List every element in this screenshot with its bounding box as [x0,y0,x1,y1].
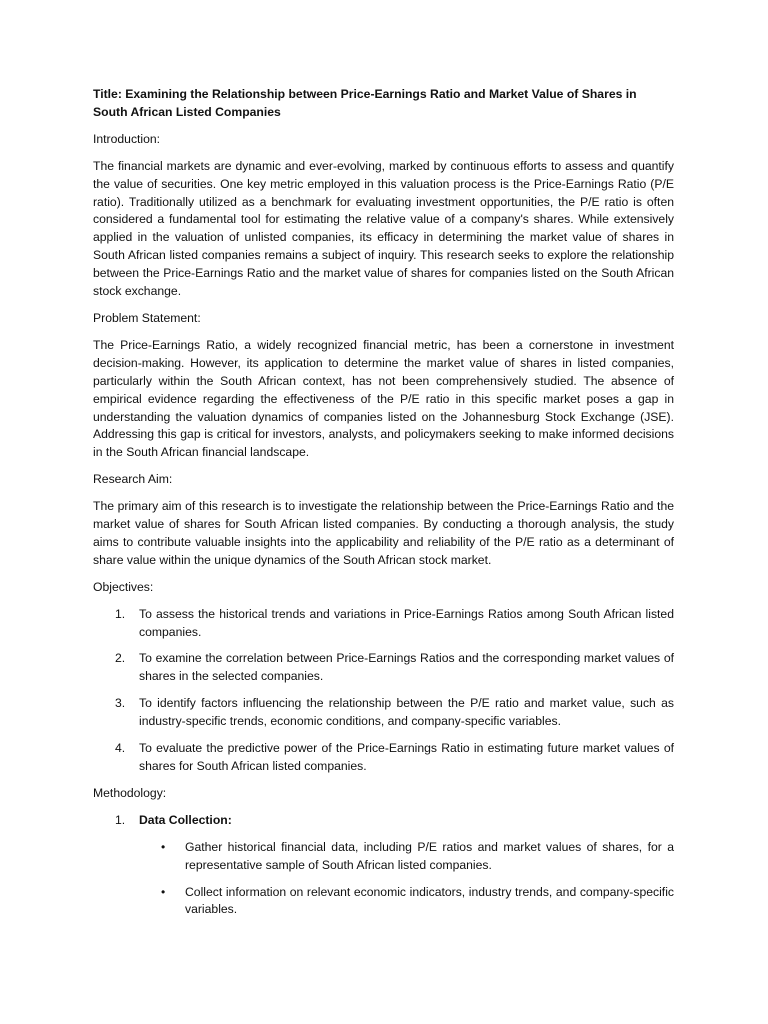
objective-number: 4. [115,741,126,756]
bullet-text: Gather historical financial data, including P/E ratios and market values of shares, for a representative sample of South African listed companies. [185,839,674,872]
document-page [93,86,674,928]
research-aim-heading: Research Aim: [93,472,173,487]
methodology-heading: Methodology: [93,785,167,800]
objective-text: To examine the correlation between Price-Earnings Ratios and the corresponding market values of shares in the selected companies. [139,651,674,684]
objective-item [93,650,674,686]
introduction-heading: Introduction: [93,131,161,146]
bullet-icon: • [161,884,166,899]
document-title: Title: Examining the Relationship between Price-Earnings Ratio and Market Value of Shares in South African Listed Companies [93,87,637,119]
methodology-list [93,812,674,920]
methodology-label: Data Collection: [139,812,232,827]
objective-item [93,606,674,642]
objective-number: 3. [115,696,126,711]
bullet-text: Collect information on relevant economic indicators, industry trends, and company-specific variables. [185,884,674,917]
objective-text: To evaluate the predictive power of the Price-Earnings Ratio in estimating future market values of shares for South African listed companies. [139,741,674,773]
bullet-item [139,839,674,875]
bullet-icon: • [161,839,166,854]
data-collection-bullets [139,839,674,920]
objective-item [93,740,674,776]
problem-statement-paragraph: The Price-Earnings Ratio, a widely recognized financial metric, has been a cornerstone in investment decision-making. However, its application to determine the market value of shares in listed companies, particularly within the South African context, has not been comprehensively studied. The absence of empirical evidence regarding the effectiveness of the P/E ratio in this specific market poses a gap in understanding the valuation dynamics of companies listed on the Johannesburg Stock Exchange (JSE). Addressing this gap is critical for investors, analysts, and policymakers seeking to make informed decisions in the South African financial landscape. [93,337,674,460]
introduction-paragraph: The financial markets are dynamic and ever-evolving, marked by continuous efforts to assess and quantify the value of securities. One key metric employed in this valuation process is the Price-Earnings Ratio (P/E ratio). Traditionally utilized as a benchmark for evaluating investment opportunities, the P/E ratio is often considered a fundamental tool for estimating the relative value of a company's shares. While extensively applied in the valuation of unlisted companies, its efficacy in determining the market value of shares in South African listed companies remains a subject of inquiry. This research seeks to explore the relationship between the Price-Earnings Ratio and the market value of shares for companies listed on the South African stock exchange. [93,158,674,299]
objectives-list [93,606,674,776]
bullet-item [139,884,674,920]
objective-text: To identify factors influencing the relationship between the P/E ratio and market value, such as industry-specific trends, economic conditions, and company-specific variables. [139,696,674,729]
methodology-item [93,812,674,920]
objectives-heading: Objectives: [93,579,154,594]
methodology-number: 1. [115,812,126,827]
objective-number: 1. [115,606,126,621]
objective-text: To assess the historical trends and variations in Price-Earnings Ratios among South African listed companies. [139,606,674,639]
problem-statement-heading: Problem Statement: [93,310,201,325]
research-aim-paragraph: The primary aim of this research is to investigate the relationship between the Price-Earnings Ratio and the market value of shares for South African listed companies. By conducting a thorough analysis, the study aims to contribute valuable insights into the applicability and reliability of the P/E ratio as a determinant of share value within the unique dynamics of the South African stock market. [93,499,674,567]
objective-number: 2. [115,651,126,666]
objective-item [93,695,674,731]
